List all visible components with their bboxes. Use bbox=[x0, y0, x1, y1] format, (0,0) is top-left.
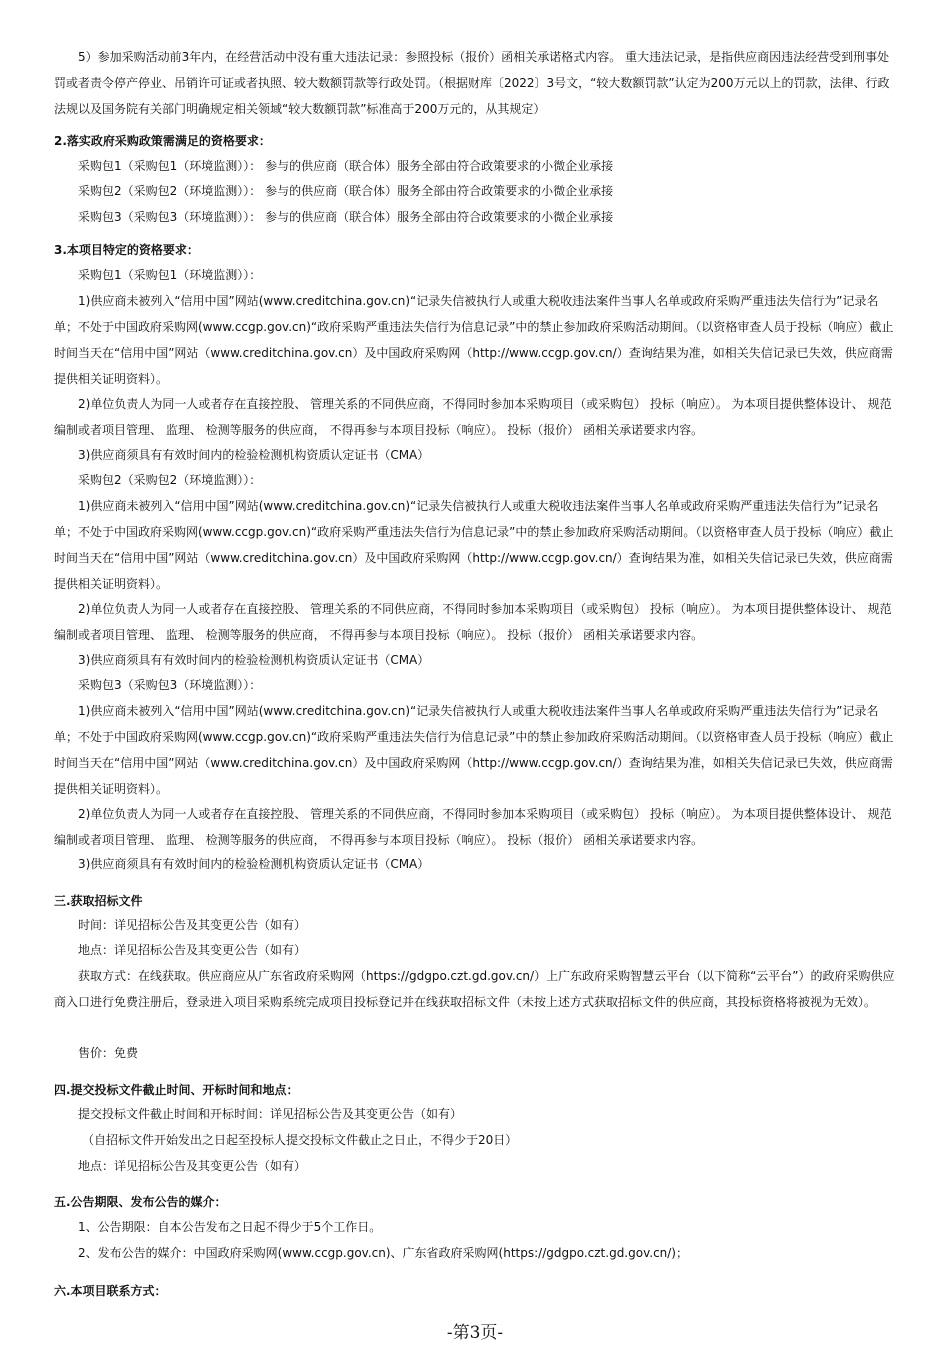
package-1-label: 采购包1（采购包1（环境监测））： bbox=[78, 268, 262, 282]
section-2-title: 2.落实政府采购政策需满足的资格要求： bbox=[54, 134, 271, 148]
policy-item-package-2: 采购包2（采购包2（环境监测））： 参与的供应商（联合体）服务全部由符合政策要求的小微企业承接 bbox=[78, 184, 614, 198]
package-2-label: 采购包2（采购包2（环境监测））： bbox=[78, 473, 262, 487]
package-3-label: 采购包3（采购包3（环境监测））： bbox=[78, 678, 262, 692]
section-iii-title: 三.获取招标文件 bbox=[54, 894, 143, 908]
submission-note: （自招标文件开始发出之日起至投标人提交投标文件截止之日止，不得少于20日） bbox=[82, 1133, 518, 1147]
section-vi-title: 六.本项目联系方式： bbox=[54, 1284, 167, 1298]
obtain-price: 售价：免费 bbox=[78, 1046, 139, 1060]
notice-period: 1、公告期限：自本公告发布之日起不得少于5个工作日。 bbox=[78, 1220, 382, 1234]
package-3-req-1: 1)供应商未被列入“信用中国”网站(www.creditchina.gov.cn)“记录失信被执行人或重大税收违法案件当事人名单或政府采购严重违法失信行为”记录名单；不处于中国政府采购网(www.ccgp.gov.cn)“政府采购严重违法失信行为信息记录”中的禁止参加政府采购活动期间。（以资格审查人员于投标（响应）截止时间当天在“信用中国”网站（www.creditchina.gov.cn）及中国政府采购网（http://www.ccgp.gov.cn/）查询结果为准，如相关失信记录已失效，供应商需提供相关证明资料）。 bbox=[54, 704, 894, 796]
package-2-req-1: 1)供应商未被列入“信用中国”网站(www.creditchina.gov.cn)“记录失信被执行人或重大税收违法案件当事人名单或政府采购严重违法失信行为”记录名单；不处于中国政府采购网(www.ccgp.gov.cn)“政府采购严重违法失信行为信息记录”中的禁止参加政府采购活动期间。（以资格审查人员于投标（响应）截止时间当天在“信用中国”网站（www.creditchina.gov.cn）及中国政府采购网（http://www.ccgp.gov.cn/）查询结果为准，如相关失信记录已失效，供应商需提供相关证明资料）。 bbox=[54, 499, 894, 591]
package-1-req-2: 2)单位负责人为同一人或者存在直接控股、 管理关系的不同供应商，不得同时参加本采购项目（或采购包） 投标（响应）。 为本项目提供整体设计、 规范编制或者项目管理、 监理、 检测等服务的供应商， 不得再参与本项目投标（响应）。 投标（报价） 函相关承诺要求内容。 bbox=[54, 397, 892, 437]
package-1-req-1: 1)供应商未被列入“信用中国”网站(www.creditchina.gov.cn)“记录失信被执行人或重大税收违法案件当事人名单或政府采购严重违法失信行为”记录名单；不处于中国政府采购网(www.ccgp.gov.cn)“政府采购严重违法失信行为信息记录”中的禁止参加政府采购活动期间。（以资格审查人员于投标（响应）截止时间当天在“信用中国”网站（www.creditchina.gov.cn）及中国政府采购网（http://www.ccgp.gov.cn/）查询结果为准，如相关失信记录已失效，供应商需提供相关证明资料）。 bbox=[54, 294, 894, 386]
submission-deadline: 提交投标文件截止时间和开标时间：详见招标公告及其变更公告（如有） bbox=[78, 1107, 463, 1121]
page-number: -第3页- bbox=[446, 1323, 504, 1343]
section-v-title: 五.公告期限、发布公告的媒介： bbox=[54, 1195, 227, 1209]
section-3-title: 3.本项目特定的资格要求： bbox=[54, 243, 199, 257]
obtain-time: 时间：详见招标公告及其变更公告（如有） bbox=[78, 918, 307, 932]
policy-item-package-3: 采购包3（采购包3（环境监测））： 参与的供应商（联合体）服务全部由符合政策要求的小微企业承接 bbox=[78, 210, 614, 224]
package-3-req-2: 2)单位负责人为同一人或者存在直接控股、 管理关系的不同供应商，不得同时参加本采购项目（或采购包） 投标（响应）。 为本项目提供整体设计、 规范编制或者项目管理、 监理、 检测等服务的供应商， 不得再参与本项目投标（响应）。 投标（报价） 函相关承诺要求内容。 bbox=[54, 807, 892, 847]
obtain-place: 地点：详见招标公告及其变更公告（如有） bbox=[78, 943, 307, 957]
policy-item-package-1: 采购包1（采购包1（环境监测））： 参与的供应商（联合体）服务全部由符合政策要求的小微企业承接 bbox=[78, 159, 614, 173]
package-1-req-3: 3)供应商须具有有效时间内的检验检测机构资质认定证书（CMA） bbox=[78, 448, 430, 462]
package-2-req-2: 2)单位负责人为同一人或者存在直接控股、 管理关系的不同供应商，不得同时参加本采购项目（或采购包） 投标（响应）。 为本项目提供整体设计、 规范编制或者项目管理、 监理、 检测等服务的供应商， 不得再参与本项目投标（响应）。 投标（报价） 函相关承诺要求内容。 bbox=[54, 602, 892, 642]
package-3-req-3: 3)供应商须具有有效时间内的检验检测机构资质认定证书（CMA） bbox=[78, 857, 430, 871]
section-iv-title: 四.提交投标文件截止时间、开标时间和地点： bbox=[54, 1083, 299, 1097]
notice-media: 2、发布公告的媒介：中国政府采购网(www.ccgp.gov.cn)、广东省政府采购网(https://gdgpo.czt.gd.gov.cn/)； bbox=[78, 1246, 688, 1260]
package-2-req-3: 3)供应商须具有有效时间内的检验检测机构资质认定证书（CMA） bbox=[78, 653, 430, 667]
qualification-item-5: 5）参加采购活动前3年内，在经营活动中没有重大违法记录：参照投标（报价）函相关承诺格式内容。 重大违法记录，是指供应商因违法经营受到刑事处罚或者责令停产停业、吊销许可证或者执照、较大数额罚款等行政处罚。（根据财库〔2022〕3号文，“较大数额罚款”认定为200万元以上的罚款，法律、行政法规以及国务院有关部门明确规定相关领域“较大数额罚款”标准高于200万元的，从其规定） bbox=[54, 50, 890, 116]
obtain-method: 获取方式：在线获取。供应商应从广东省政府采购网（https://gdgpo.czt.gd.gov.cn/）上广东政府采购智慧云平台（以下简称“云平台”）的政府采购供应商入口进行免费注册后，登录进入项目采购系统完成项目投标登记并在线获取招标文件（未按上述方式获取招标文件的供应商，其投标资格将被视为无效）。 bbox=[54, 969, 895, 1009]
submission-place: 地点：详见招标公告及其变更公告（如有） bbox=[78, 1159, 307, 1173]
